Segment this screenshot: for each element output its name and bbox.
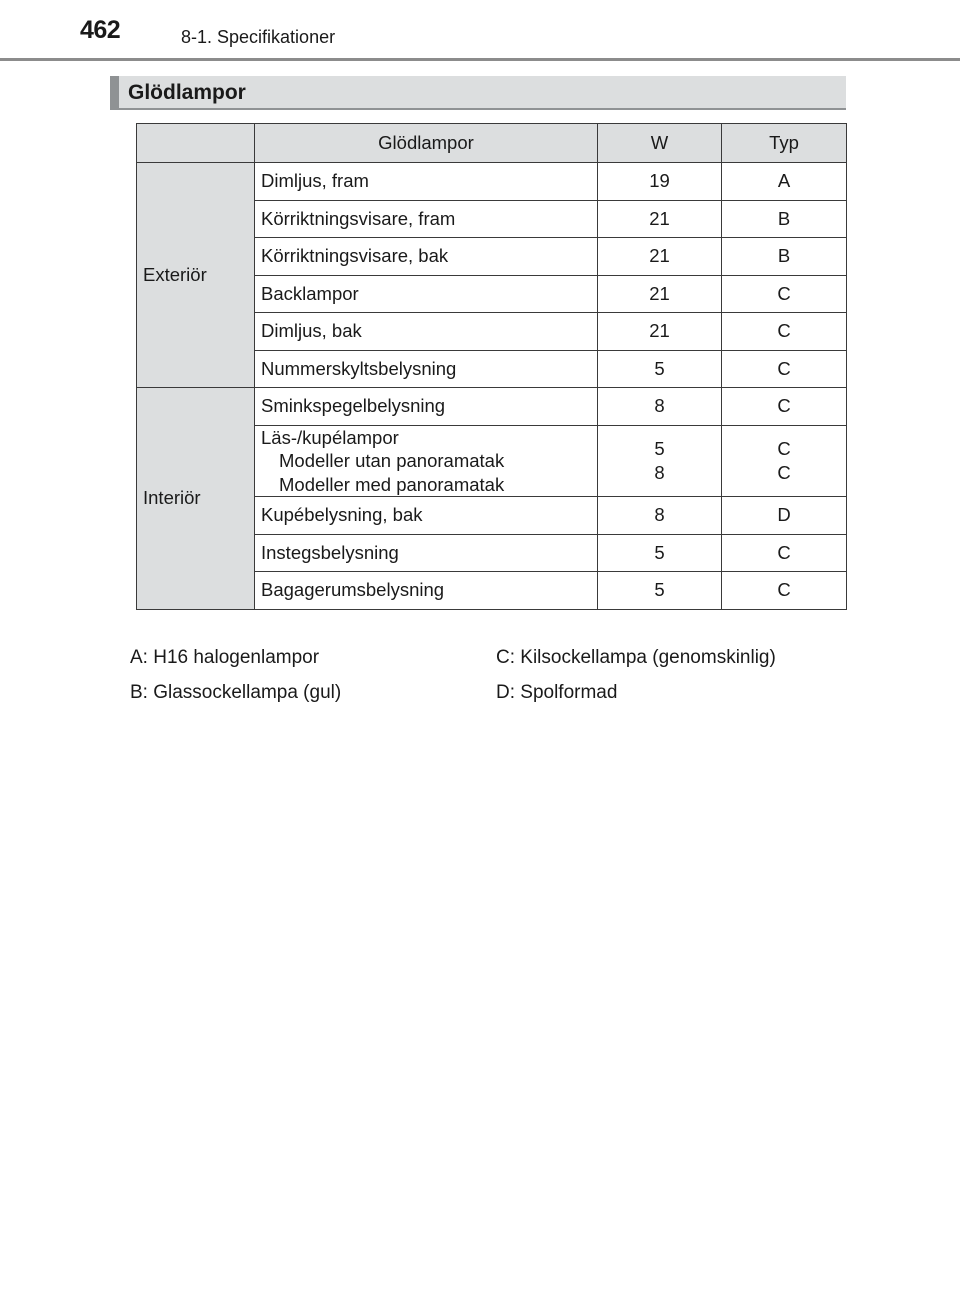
bulb-type: B [722,238,847,276]
bulb-name: Dimljus, bak [255,313,598,351]
bulb-name: Backlampor [255,275,598,313]
header-rule [0,58,960,61]
bulb-name: Instegsbelysning [255,534,598,572]
bulb-type: A [722,163,847,201]
bulb-subname: Modeller med panoramatak [279,473,505,495]
bulb-watt: 5 [598,350,722,388]
legend-c: C: Kilsockellampa (genomskinlig) [496,647,776,668]
bulb-name: Bagagerumsbelysning [255,572,598,610]
bulb-watt: 5 [654,438,665,460]
bulb-name: Läs-/kupélampor [261,426,399,448]
bulb-type: C [722,534,847,572]
section-title-bar [110,76,846,110]
legend-d: D: Spolformad [496,682,618,703]
bulb-name: Körriktningsvisare, bak [255,238,598,276]
bulb-type: D [722,497,847,535]
bulb-watt: 8 [654,461,665,483]
bulb-type: C [722,350,847,388]
table-row [137,163,847,201]
bulb-watt: 8 [598,497,722,535]
bulb-name: Dimljus, fram [255,163,598,201]
bulb-name: Körriktningsvisare, fram [255,200,598,238]
bulb-watt: 21 [598,200,722,238]
bulb-table [136,123,847,610]
legend-b: B: Glassockellampa (gul) [130,682,342,703]
bulb-type: C [722,572,847,610]
bulb-watt: 5 [598,534,722,572]
header-glodlampor: Glödlampor [255,124,598,163]
bulb-name: Nummerskyltsbelysning [255,350,598,388]
bulb-name: Kupébelysning, bak [255,497,598,535]
section-title: Glödlampor [128,81,246,104]
bulb-type: C [722,275,847,313]
bulb-watt: 21 [598,313,722,351]
header-empty [137,124,255,163]
header-typ: Typ [722,124,847,163]
group-interior: Interiör [137,388,255,610]
bulb-type: C [722,388,847,426]
bulb-watt: 8 [598,388,722,426]
bulb-watt-multi [598,425,722,497]
legend-a: A: H16 halogenlampor [130,647,320,668]
bulb-name-multi [255,425,598,497]
bulb-subname: Modeller utan panoramatak [279,450,505,471]
bulb-watt: 19 [598,163,722,201]
table-row [137,388,847,426]
table-header-row [137,124,847,163]
bulb-watt: 21 [598,238,722,276]
group-exterior: Exteriör [137,163,255,388]
bulb-type: C [777,438,791,460]
bulb-type-multi [722,425,847,497]
section-path: 8-1. Specifikationer [181,27,336,47]
bulb-type: C [777,461,791,483]
bulb-type: C [722,313,847,351]
bulb-watt: 21 [598,275,722,313]
bulb-type: B [722,200,847,238]
bulb-watt: 5 [598,572,722,610]
bulb-name: Sminkspegelbelysning [255,388,598,426]
page-number: 462 [80,16,121,44]
header-w: W [598,124,722,163]
